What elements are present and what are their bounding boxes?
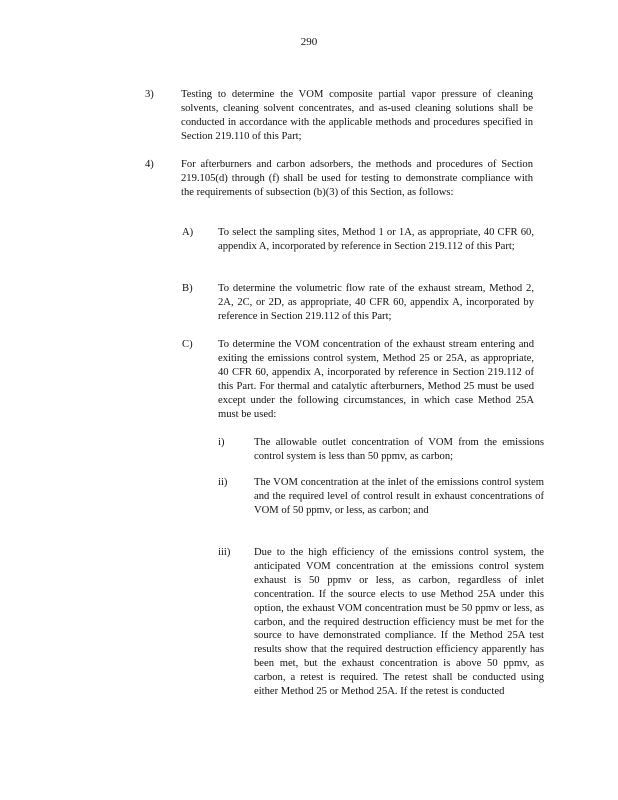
item-4c-i — [218, 436, 544, 464]
item-text: To determine the volumetric flow rate of the exhaust stream, Method 2, 2A, 2C, or 2D, as appropriate, 40 CFR 60, appendix A, incorporated by reference in Section 219.112 of this Part; — [218, 283, 534, 322]
item-label: i) — [218, 437, 225, 448]
item-label: C) — [182, 339, 193, 350]
item-text: To determine the VOM concentration of the exhaust stream entering and exiting the emissions control system, Method 25 or 25A, as appropriate, 40 CFR 60, appendix A, incorporated by reference in Section 219.112 of this Part. For thermal and catalytic afterburners, Method 25 must be used except under the following circumstances, in which case Method 25A must be used: — [218, 339, 534, 420]
item-text: To select the sampling sites, Method 1 or 1A, as appropriate, 40 CFR 60, appendix A, incorporated by reference in Section 219.112 of this Part; — [218, 227, 534, 252]
item-label: 3) — [145, 89, 154, 100]
item-4 — [145, 158, 533, 200]
item-label: B) — [182, 283, 193, 294]
item-label: iii) — [218, 547, 231, 558]
item-text: The VOM concentration at the inlet of the emissions control system and the required level of control result in exhaust concentrations of VOM of 50 ppmv, or less, as carbon; and — [254, 477, 544, 516]
item-4c — [182, 338, 534, 421]
item-3 — [145, 88, 533, 144]
item-4c-ii — [218, 476, 544, 518]
item-label: 4) — [145, 159, 154, 170]
item-4c-iii — [218, 546, 544, 699]
item-label: ii) — [218, 477, 228, 488]
item-4a — [182, 226, 534, 254]
item-text: Testing to determine the VOM composite partial vapor pressure of cleaning solvents, cleaning solvent concentrates, and as-used cleaning solutions shall be conducted in accordance with the applicable methods and procedures specified in Section 219.110 of this Part; — [181, 89, 533, 142]
item-4b — [182, 282, 534, 324]
item-text: Due to the high efficiency of the emissions control system, the anticipated VOM concentration at the emissions control system exhaust is 50 ppmv or less, as carbon, regardless of inlet concentration. If the source elects to use Method 25A under this option, the exhaust VOM concentration must be 50 ppmv or less, as carbon, and the required destruction efficiency must be met for the source to have demonstrated compliance. If the Method 25A test results show that the required destruction efficiency apparently has been met, but the exhaust concentration is above 50 ppmv, as carbon, a retest is required. The retest shall be conducted using either Method 25 or Method 25A. If the retest is conducted — [254, 547, 544, 698]
item-text: The allowable outlet concentration of VOM from the emissions control system is less than 50 ppmv, as carbon; — [254, 437, 544, 462]
page-number: 290 — [300, 36, 318, 48]
item-label: A) — [182, 227, 194, 238]
item-text: For afterburners and carbon adsorbers, the methods and procedures of Section 219.105(d) through (f) shall be used for testing to demonstrate compliance with the requirements of subsection (b)(3) of this Section, as follows: — [181, 159, 533, 198]
